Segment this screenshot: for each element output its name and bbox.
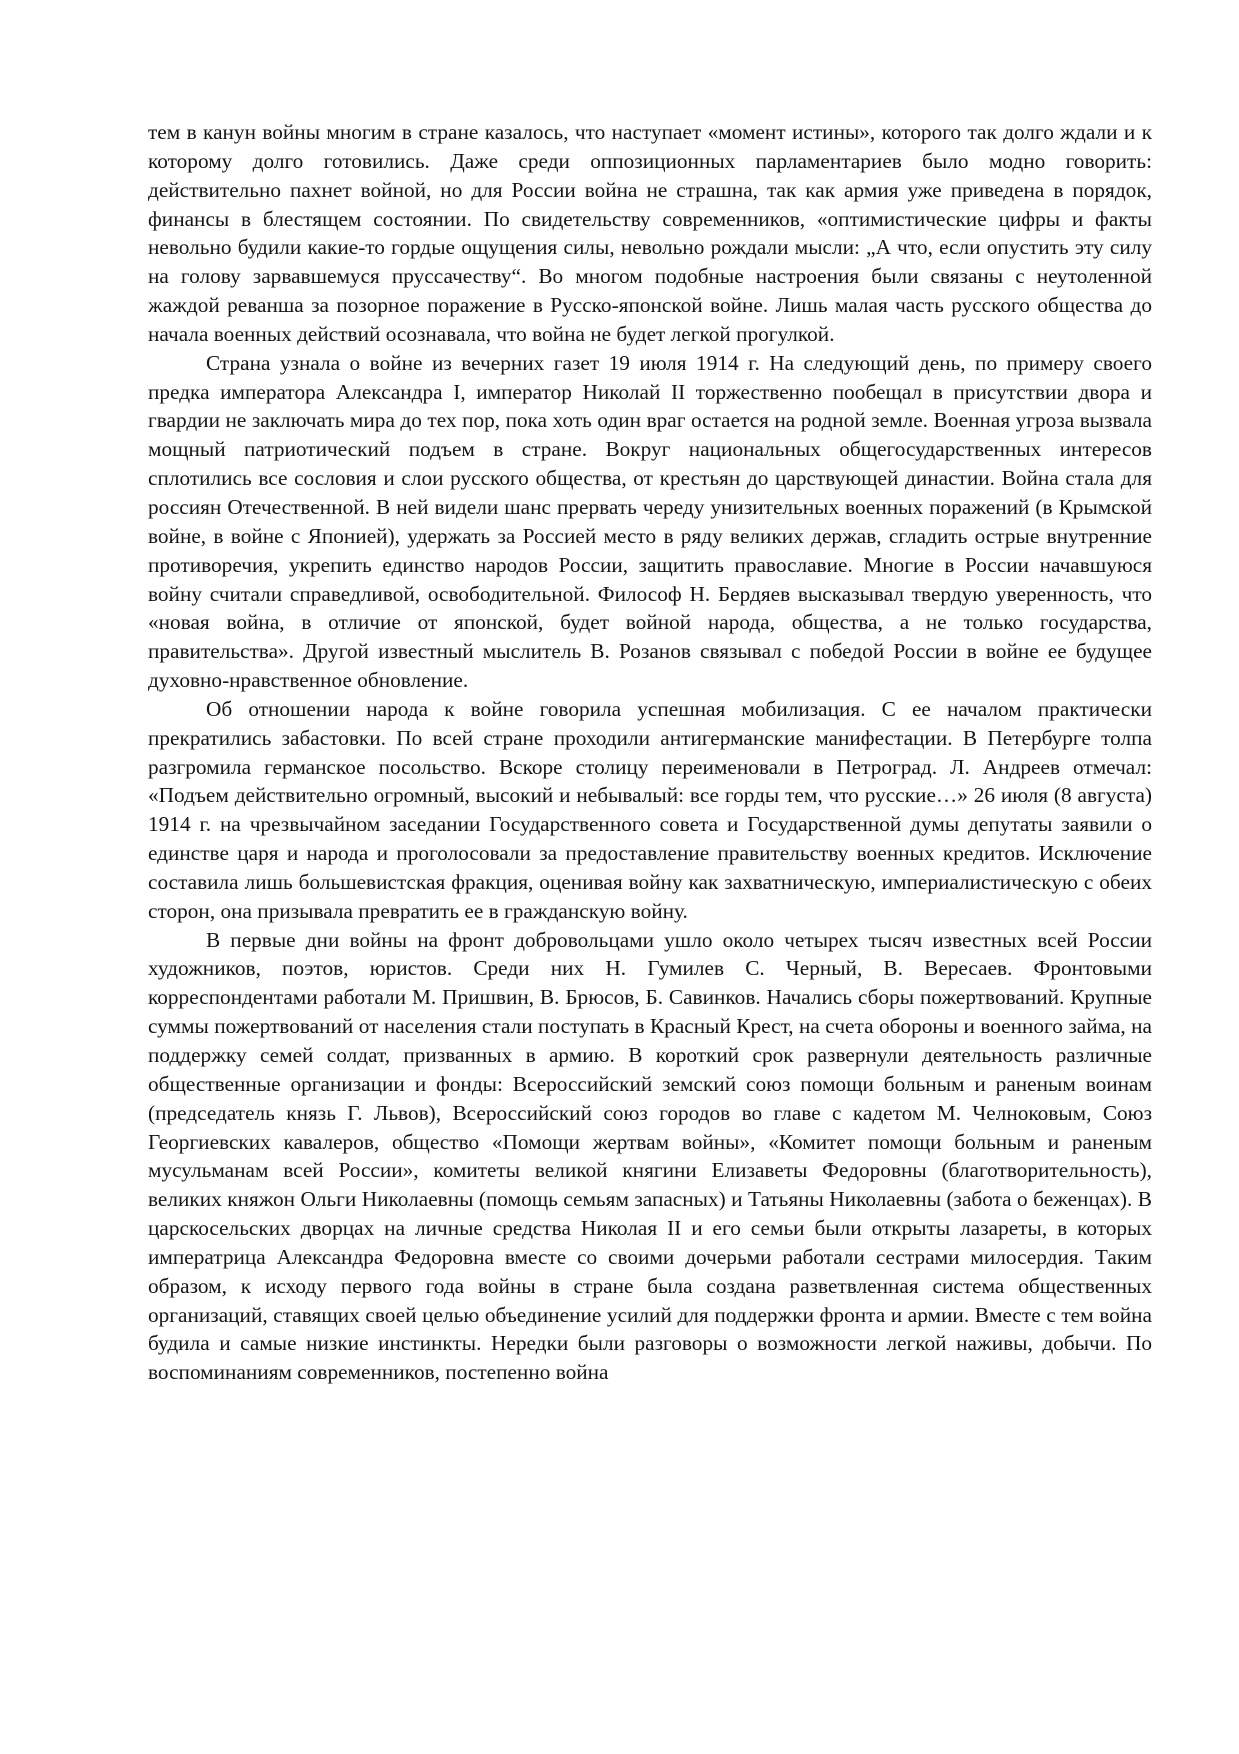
paragraph-4: В первые дни войны на фронт добровольцами ушло около четырех тысяч известных всей России художников, поэтов, юристов. Среди них Н. Гумилев С. Черный, В. Вересаев. Фронтовыми корреспондентами работали М. Пришвин, В. Брюсов, Б. Савинков. Начались сборы пожертвований. Крупные суммы пожертвований от населения стали поступать в Красный Крест, на счета обороны и военного займа, на поддержку семей солдат, призванных в армию. В короткий срок развернули деятельность различные общественные организации и фонды: Всероссийский земский союз помощи больным и раненым воинам (председатель князь Г. Львов), Всероссийский союз городов во главе с кадетом М. Челноковым, Союз Георгиевских кавалеров, общество «Помощи жертвам войны», «Комитет помощи больным и раненым мусульманам всей России», комитеты великой княгини Елизаветы Федоровны (благотворительность), великих княжон Ольги Николаевны (помощь семьям запасных) и Татьяны Николаевны (забота о беженцах). В царскосельских дворцах на личные средства Николая II и его семьи были открыты лазареты, в которых императрица Александра Федоровна вместе со своими дочерьми работали сестрами милосердия. Таким образом, к исходу первого года войны в стране была создана разветвленная система общественных организаций, ставящих своей целью объединение усилий для поддержки фронта и армии. Вместе с тем война будила и самые низкие инстинкты. Нередки были разговоры о возможности легкой наживы, добычи. По воспоминаниям современников, постепенно война (148, 927, 1152, 1385)
paragraph-2: Страна узнала о войне из вечерних газет 19 июля 1914 г. На следующий день, по примеру своего предка императора Александра I, император Николай II торжественно пообещал в присутствии двора и гвардии не заключать мира до тех пор, пока хоть один враг остается на родной земле. Военная угроза вызвала мощный патриотический подъем в стране. Вокруг национальных общегосударственных интересов сплотились все сословия и слои русского общества, от крестьян до царствующей династии. Война стала для россиян Отечественной. В ней видели шанс прервать череду унизительных военных поражений (в Крымской войне, в войне с Японией), удержать за Россией место в ряду великих держав, сгладить острые внутренние противоречия, укрепить единство народов России, защитить православие. Многие в России начавшуюся войну считали справедливой, освободительной. Философ Н. Бердяев высказывал твердую уверенность, что «новая война, в отличие от японской, будет войной народа, общества, а не только государства, правительства». Другой известный мыслитель В. Розанов связывал с победой России в войне ее будущее духовно-нравственное обновление. (148, 350, 1152, 693)
paragraph-3: Об отношении народа к войне говорила успешная мобилизация. С ее началом практически прекратились забастовки. По всей стране проходили антигерманские манифестации. В Петербурге толпа разгромила германское посольство. Вскоре столицу переименовали в Петроград. Л. Андреев отмечал: «Подъем действительно огромный, высокий и небывалый: все горды тем, что русские…» 26 июля (8 августа) 1914 г. на чрезвычайном заседании Государственного совета и Государственной думы депутаты заявили о единстве царя и народа и проголосовали за предоставление правительству военных кредитов. Исключение составила лишь большевистская фракция, оценивая войну как захватническую, империалистическую с обеих сторон, она призывала превратить ее в гражданскую войну. (148, 696, 1152, 923)
paragraph-1: тем в канун войны многим в стране казалось, что наступает «момент истины», которого так долго ждали и к которому долго готовились. Даже среди оппозиционных парламентариев было модно говорить: действительно пахнет войной, но для России война не страшна, так как армия уже приведена в порядок, финансы в блестящем состоянии. По свидетельству современников, «оптимистические цифры и факты невольно будили какие-то гордые ощущения силы, невольно рождали мысли: „А что, если опустить эту силу на голову зарвавшемуся пруссачеству“. Во многом подобные настроения были связаны с неутоленной жаждой реванша за позорное поражение в Русско-японской войне. Лишь малая часть русского общества до начала военных действий осознавала, что война не будет легкой прогулкой. (148, 120, 1152, 346)
document-page (148, 118, 1152, 1387)
